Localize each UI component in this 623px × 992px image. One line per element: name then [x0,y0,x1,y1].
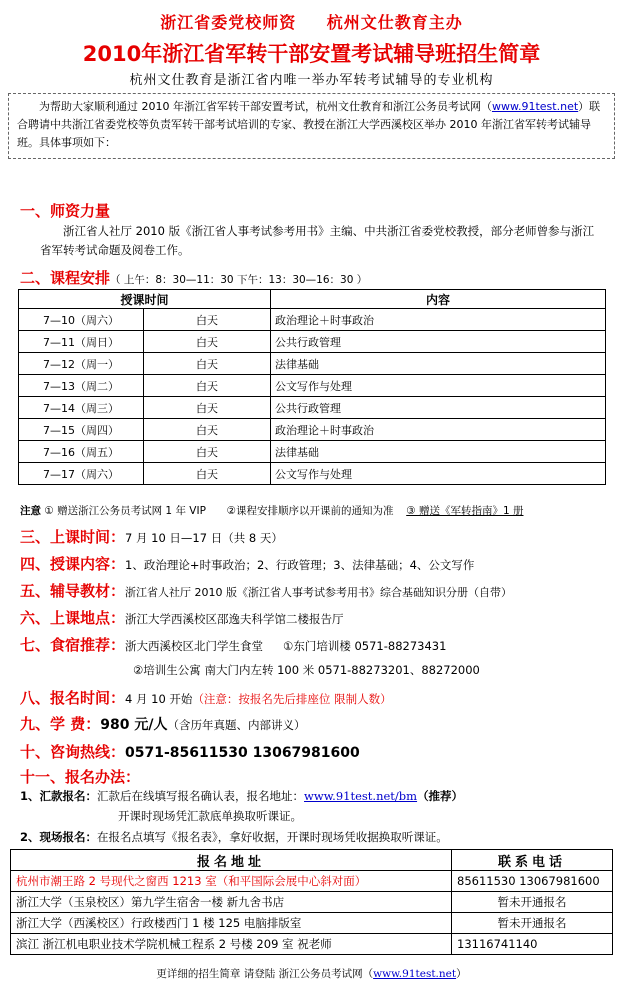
signup-phone: 85611530 13067981600 [452,871,613,892]
col-address: 报名地址 [11,850,452,871]
section-3 [20,526,283,547]
signup-phone: 暂未开通报名 [452,913,613,934]
schedule-period: 白天 [144,375,271,397]
schedule-date: 7—11（周日） [19,331,144,353]
section-2-title: 二、课程安排 [20,269,111,287]
schedule-period: 白天 [144,419,271,441]
schedule-period: 白天 [144,463,271,485]
schedule-period: 白天 [144,309,271,331]
section-7-heading: 七、食宿推荐： [20,636,126,654]
method-1 [20,787,603,806]
section-2-heading [20,267,367,288]
signup-address: 浙江大学（玉泉校区）第九学生宿舍一楼 新九舍书店 [11,892,452,913]
section-11-heading: 十一、报名办法： [20,768,141,786]
section-10-heading: 十、咨询热线： [20,743,126,761]
schedule-content: 公共行政管理 [271,397,606,419]
section-7 [20,634,446,655]
method-1-text-2: 开课时现场凭汇款底单换取听课证。 [118,809,302,823]
schedule-row [19,331,606,353]
footer-text: 更详细的招生简章 请登陆 浙江公务员考试网（ [156,968,374,980]
intro-box [8,93,615,159]
schedule-row [19,441,606,463]
organizer-1: 浙江省委党校师资 [160,13,297,32]
notice-label: 注意 [20,505,41,517]
schedule-date: 7—13（周二） [19,375,144,397]
col-time: 授课时间 [19,290,271,309]
schedule-row [19,375,606,397]
section-5 [20,580,512,601]
method-1-text: 汇款后在线填写报名确认表，报名地址： [97,789,305,803]
signup-phone: 暂未开通报名 [452,892,613,913]
section-1-text: 浙江省人社厅 2010 版《浙江省人事考试参考用书》主编、中共浙江省委党校教授，部分老师曾参与浙江省军转考试命题及阅卷工作。 [40,224,595,257]
signup-row [11,871,613,892]
schedule-period: 白天 [144,441,271,463]
method-2-label: 2、现场报名： [20,830,98,844]
section-3-value: 7 月 10 日—17 日（共 8 天） [125,531,283,545]
footer-link[interactable]: www.91test.net [373,968,457,980]
section-4 [20,553,474,574]
section-9 [20,713,305,734]
notice-item-2: ②课程安排顺序以开课前的通知为准 [226,505,394,517]
schedule-row [19,419,606,441]
footer-close: ） [456,968,467,980]
schedule-content: 政治理论＋时事政治 [271,309,606,331]
section-8-value: 4 月 10 开始 [125,692,193,706]
intro-text-2: ）联合聘请中共浙江省委党校等负责军转干部考试培训的专家、教授在浙江大学西溪校区举办 2010 年浙江省军转考试辅导班。具体事项如下： [17,100,601,149]
signup-address: 浙江大学（西溪校区）行政楼西门 1 楼 125 电脑排版室 [11,913,452,934]
section-9-extra: （含历年真题、内部讲义） [167,718,306,732]
notice-line [20,503,523,518]
page-title: 2010年浙江省军转干部安置考试辅导班招生简章 [82,42,541,66]
schedule-date: 7—12（周一） [19,353,144,375]
schedule-date: 7—14（周三） [19,397,144,419]
schedule-content: 公共行政管理 [271,331,606,353]
section-9-heading: 九、学 费： [20,715,101,733]
section-7-value-1: 浙大西溪校区北门学生食堂 [125,639,264,653]
signup-row [11,892,613,913]
signup-phone: 13116741140 [452,934,613,955]
class-hours: （ 上午：8：30—11：30 下午：13：30—16：30 ） [110,274,368,286]
section-3-heading: 三、上课时间： [20,528,126,546]
header-organizers [0,10,623,32]
schedule-period: 白天 [144,331,271,353]
signup-row [11,934,613,955]
schedule-content: 法律基础 [271,441,606,463]
schedule-date: 7—10（周六） [19,309,144,331]
signup-row [11,913,613,934]
section-6-value: 浙江大学西溪校区邵逸夫科学馆二楼报告厅 [125,612,344,626]
organizer-2: 杭州文仕教育主办 [326,13,463,32]
section-1-heading: 一、师资力量 [20,202,111,220]
section-5-heading: 五、辅导教材： [20,582,126,600]
schedule-date: 7—15（周四） [19,419,144,441]
section-8-warning: （注意：按报名先后排座位 限制人数） [192,692,392,706]
section-4-heading: 四、授课内容： [20,555,126,573]
intro-link[interactable]: www.91test.net [492,100,579,113]
notice-item-1: ① 赠送浙江公务员考试网 1 年 VIP [44,505,206,517]
page-subtitle: 杭州文仕教育是浙江省内唯一举办军转考试辅导的专业机构 [129,73,494,88]
col-content: 内容 [271,290,606,309]
section-7-value-2: ①东门培训楼 0571-88273431 [283,639,447,653]
section-4-value: 1、政治理论+时事政治；2、行政管理；3、法律基础；4、公文写作 [125,558,475,572]
section-8-heading: 八、报名时间： [20,689,126,707]
notice-item-3: ③ 赠送《军转指南》1 册 [406,505,524,517]
schedule-content: 政治理论＋时事政治 [271,419,606,441]
schedule-row [19,353,606,375]
signup-link[interactable]: www.91test.net/bm [304,789,418,803]
method-2-text: 在报名点填写《报名表》，拿好收据，开课时现场凭收据换取听课证。 [97,830,448,844]
section-7-value-3: ②培训生公寓 南大门内左转 100 米 0571-88273201、88272000 [133,663,480,677]
schedule-period: 白天 [144,397,271,419]
schedule-content: 公文写作与处理 [271,463,606,485]
schedule-row [19,309,606,331]
signup-address: 杭州市潮王路 2 号现代之窗西 1213 室（和平国际会展中心斜对面） [11,871,452,892]
section-5-value: 浙江省人社厅 2010 版《浙江省人事考试参考用书》综合基础知识分册（自带） [125,586,513,599]
section-6-heading: 六、上课地点： [20,609,126,627]
schedule-row [19,463,606,485]
section-9-value: 980 元/人 [100,717,168,733]
schedule-date: 7—16（周五） [19,441,144,463]
intro-text-1: 为帮助大家顺利通过 2010 年浙江省军转干部安置考试，杭州文仕教育和浙江公务员考试网（ [39,100,492,113]
schedule-row [19,397,606,419]
col-phone: 联系电话 [452,850,613,871]
schedule-table [18,289,606,485]
method-1-recommend: （推荐） [417,789,464,803]
footer [0,966,623,981]
schedule-content: 法律基础 [271,353,606,375]
signup-address: 滨江 浙江机电职业技术学院机械工程系 2 号楼 209 室 祝老师 [11,934,452,955]
method-1-label: 1、汇款报名： [20,789,98,803]
schedule-content: 公文写作与处理 [271,375,606,397]
section-10 [20,741,360,762]
schedule-period: 白天 [144,353,271,375]
schedule-date: 7—17（周六） [19,463,144,485]
signup-table [10,849,613,955]
section-6 [20,607,344,628]
hotline: 0571-85611530 13067981600 [125,745,360,761]
method-2 [20,828,603,847]
section-8 [20,687,392,708]
